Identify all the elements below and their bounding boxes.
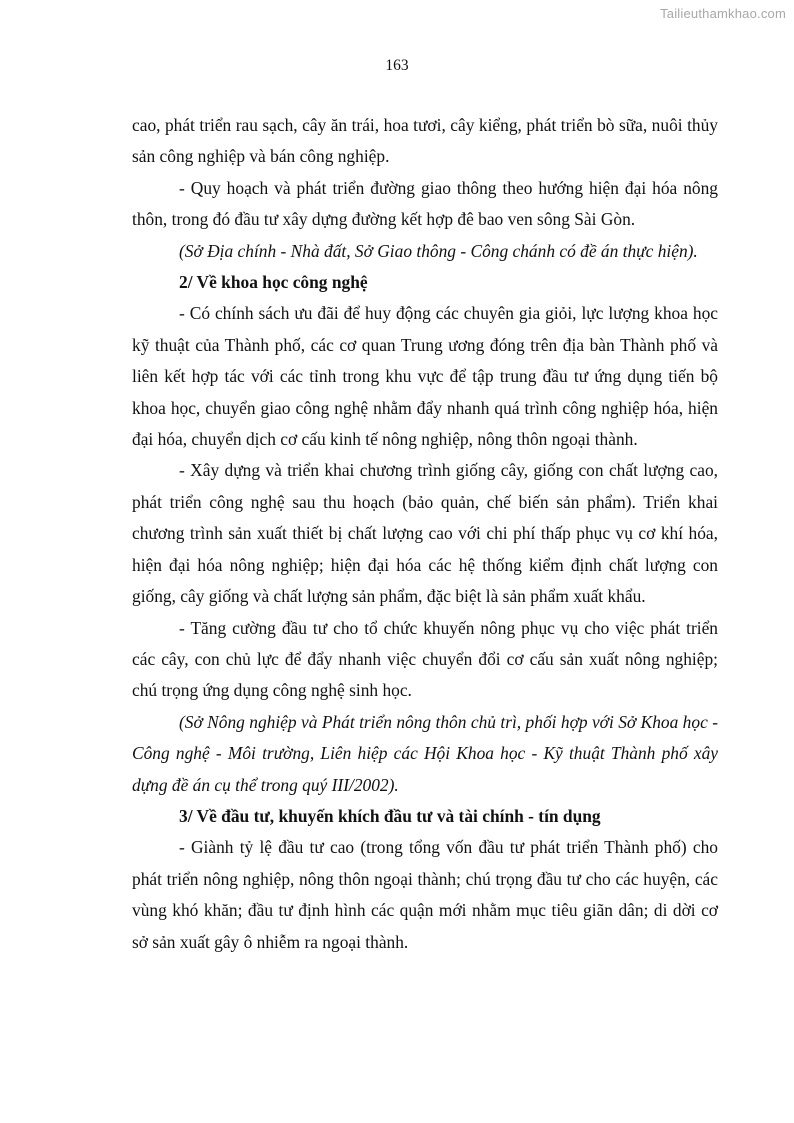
section-heading-science-technology: 2/ Về khoa học công nghệ [179, 272, 368, 293]
watermark-text: Tailieuthamkhao.com [660, 6, 786, 21]
paragraph-investment-ratio: - Giành tỷ lệ đầu tư cao (trong tổng vốn đầu tư phát triển Thành phố) cho phát triển nông nghiệp, nông thôn ngoại thành; chú trọng đầu tư cho các huyện, các vùng khó khăn; đầu tư định hình các quận mới nhằm mục tiêu giãn dân; di dời cơ sở sản xuất gây ô nhiễm ra ngoại thành. [132, 837, 718, 952]
document-body [132, 110, 718, 958]
section-heading-investment-finance: 3/ Về đầu tư, khuyến khích đầu tư và tài chính - tín dụng [179, 805, 601, 826]
page-number: 163 [385, 57, 409, 74]
paragraph-incentive-policy: - Có chính sách ưu đãi để huy động các chuyên gia giỏi, lực lượng khoa học kỹ thuật của Thành phố, các cơ quan Trung ương đóng trên địa bàn Thành phố và liên kết hợp tác với các tỉnh trong khu vực để tập trung đầu tư ứng dụng tiến bộ khoa học, chuyển giao công nghệ nhằm đẩy nhanh quá trình công nghiệp hóa, hiện đại hóa, chuyển dịch cơ cấu kinh tế nông nghiệp, nông thôn ngoại thành. [132, 303, 718, 450]
paragraph-continuation: cao, phát triển rau sạch, cây ăn trái, hoa tươi, cây kiểng, phát triển bò sữa, nuôi thủy sản công nghiệp và bán công nghiệp. [132, 115, 718, 167]
paragraph-breeding-program: - Xây dựng và triển khai chương trình giống cây, giống con chất lượng cao, phát triển công nghệ sau thu hoạch (bảo quản, chế biến sản phẩm). Triển khai chương trình sản xuất thiết bị chất lượng cao với chi phí thấp phục vụ cơ khí hóa, hiện đại hóa nông nghiệp; hiện đại hóa các hệ thống kiểm định chất lượng con giống, cây giống và chất lượng sản phẩm, đặc biệt là sản phẩm xuất khẩu. [132, 460, 718, 607]
note-agriculture-department: (Sở Nông nghiệp và Phát triển nông thôn chủ trì, phối hợp với Sở Khoa học - Công nghệ - Môi trường, Liên hiệp các Hội Khoa học - Kỹ thuật Thành phố xây dựng đề án cụ thể trong quý III/2002). [132, 711, 718, 795]
paragraph-agricultural-extension: - Tăng cường đầu tư cho tổ chức khuyến nông phục vụ cho việc phát triển các cây, con chủ lực để đẩy nhanh việc chuyển đổi cơ cấu sản xuất nông nghiệp; chú trọng ứng dụng công nghệ sinh học. [132, 617, 718, 701]
paragraph-transport-planning: - Quy hoạch và phát triển đường giao thông theo hướng hiện đại hóa nông thôn, trong đó đầu tư xây dựng đường kết hợp đê bao ven sông Sài Gòn. [132, 177, 718, 230]
note-responsible-agencies: (Sở Địa chính - Nhà đất, Sở Giao thông - Công chánh có đề án thực hiện). [179, 240, 698, 261]
